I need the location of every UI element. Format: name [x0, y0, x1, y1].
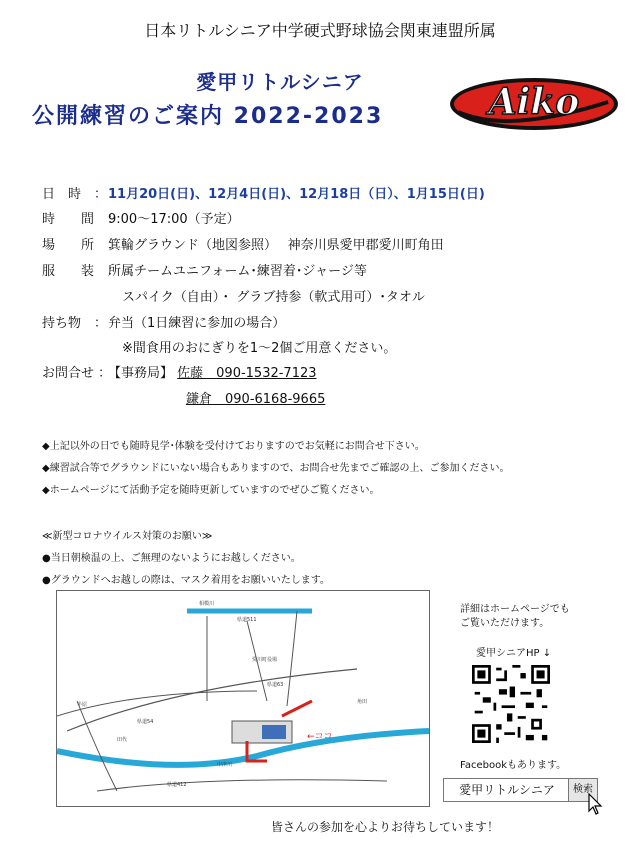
- contact-row: [42, 362, 317, 381]
- covid-item-2: ●グラウンドへお越しの際は、マスク着用をお願いいたします。: [42, 575, 330, 586]
- map-label-3: 県道63: [267, 682, 284, 688]
- map-route-arrow-1: [282, 701, 312, 716]
- contact-phone-1[interactable]: 佐藤 090-1532-7123: [177, 366, 317, 381]
- map-label-7: 愛川町役場: [252, 657, 278, 663]
- sidebar-info-2: ご覧いただけます。: [460, 618, 550, 629]
- covid-item-1: ●当日朝検温の上、ご無理のないようにお越しください。: [42, 553, 301, 564]
- place-label: 場 所 ：: [42, 238, 121, 253]
- contact-phone-2-text[interactable]: 鎌倉 090-6168-9665: [186, 392, 326, 407]
- sidebar-info-1: 詳細はホームページでも: [460, 604, 570, 615]
- aiko-logo: [448, 64, 620, 144]
- time-label: 時 間 ：: [42, 212, 121, 227]
- note-3: ◆ホームページにて活動予定を随時更新していますのでぜひご覧ください。: [42, 485, 380, 496]
- map-road-1: [67, 669, 357, 731]
- mouse-cursor-icon: [588, 793, 604, 817]
- qr-code-icon[interactable]: [472, 665, 550, 743]
- contact-phone-2[interactable]: [186, 388, 325, 407]
- organization: 日本リトルシニア中学硬式野球協会関東連盟所属: [144, 21, 496, 40]
- map-label-5: 県道412: [167, 782, 187, 788]
- map-label-9: 田代: [117, 737, 128, 743]
- map-label-4: 県道54: [137, 719, 154, 725]
- note-1: ◆上記以外の日でも随時見学･体験を受付けておりますのでお気軽にお問合せ下さい。: [42, 441, 425, 452]
- map-here-label: ←ココ: [307, 732, 333, 742]
- search-button[interactable]: 検索: [568, 778, 598, 802]
- attire-row: [42, 260, 367, 279]
- time-row: [42, 208, 240, 227]
- date-label: 日 時 ：: [42, 187, 108, 202]
- hp-label: 愛甲シニアHP ↓: [476, 648, 552, 659]
- time-value: 9:00～17:00（予定）: [108, 212, 240, 227]
- attire-label: 服 装 ：: [42, 264, 121, 279]
- dates: 11月20日(日)、12月4日(日)、12月18日（日）、1月15日(日): [108, 187, 485, 202]
- contact-office: 【事務局】: [108, 366, 174, 381]
- page-subtitle: 公開練習のご案内 2022-2023: [32, 104, 384, 129]
- map-label-10: 角田: [357, 699, 368, 705]
- place-row: [42, 234, 444, 253]
- date-row: [42, 183, 485, 202]
- items-value: 弁当（1日練習に参加の場合）: [108, 316, 286, 331]
- map-label-2: 県道511: [237, 617, 257, 623]
- map-label-1: 相模川: [199, 601, 215, 607]
- items-label: 持ち物 ：: [42, 316, 108, 331]
- items-note: ※間食用のおにぎりを1～2個ご用意ください。: [122, 341, 397, 356]
- note-2: ◆練習試合等でグラウンドにいない場合もありますので、お問合せ先までご確認の上、ご参加ください。: [42, 463, 510, 474]
- svg-text:Aiko: Aiko: [488, 81, 580, 123]
- place-value: 箕輪グラウンド（地図参照） 神奈川県愛甲郡愛川町角田: [108, 238, 444, 253]
- footer-message: 皆さんの参加を心よりお待ちしています！: [270, 820, 499, 834]
- items-row: [42, 312, 285, 331]
- map-road-6: [97, 780, 387, 791]
- map-road-5: [287, 611, 297, 706]
- access-map: [56, 590, 430, 807]
- contact-label: お問合せ ：: [42, 366, 112, 381]
- map-label-6: 中津川: [217, 762, 233, 768]
- covid-heading: ≪新型コロナウイルス対策のお願い≫: [42, 531, 213, 542]
- page-title: 愛甲リトルシニア: [196, 70, 364, 94]
- map-label-8: 半原: [77, 702, 88, 708]
- search-input[interactable]: 愛甲リトルシニア: [443, 778, 571, 802]
- facebook-note: Facebookもあります。: [460, 760, 567, 771]
- attire-value: 所属チームユニフォーム･練習着･ジャージ等: [108, 264, 367, 279]
- attire-value-2: スパイク（自由）・ グラブ持参（軟式用可）･タオル: [122, 290, 425, 305]
- map-ground: [262, 725, 286, 739]
